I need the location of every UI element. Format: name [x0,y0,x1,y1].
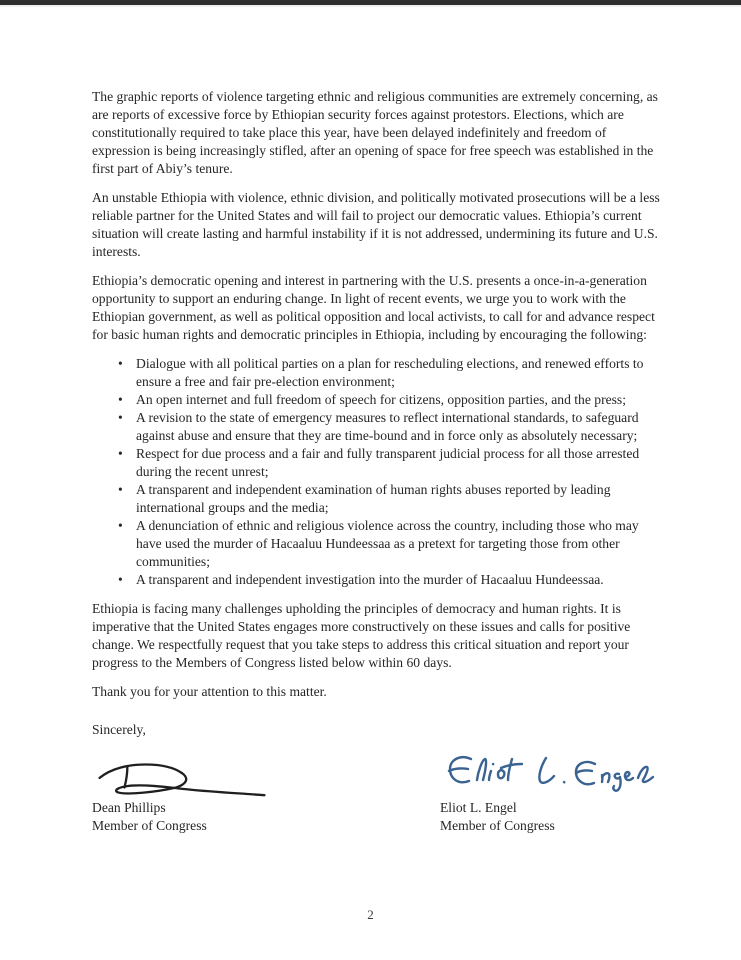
signatory-title: Member of Congress [92,818,207,833]
page-number: 2 [367,907,374,922]
thanks-line: Thank you for your attention to this matter. [92,684,327,699]
signatory-title: Member of Congress [440,818,555,833]
bullet-item: • A denunciation of ethnic and religious violence across the country, including those who may have used the murder of Hacaaluu Hundeessaa as a pretext for targeting those from other communities; [92,517,667,571]
scan-edge-bar [0,0,741,7]
signatory-name: Dean Phillips [92,800,166,815]
bullet-item: • A transparent and independent examination of human rights abuses reported by leading international groups and the media; [92,481,667,517]
signatory-dean-phillips [92,751,440,835]
paragraph: An unstable Ethiopia with violence, ethnic division, and politically motivated prosecutions will be a less reliable partner for the United States and will fail to project our democratic values. Ethiopia’s current situation will create lasting and harmful instability if it is not addressed, undermining its future and U.S. interests. [92,190,660,259]
bullet-item: • Dialogue with all political parties on a plan for rescheduling elections, and renewed efforts to ensure a free and fair pre-election environment; [92,355,667,391]
bullet-item: • A revision to the state of emergency measures to reflect international standards, to safeguard against abuse and ensure that they are time-bound and in force only as absolutely necessary; [92,409,667,445]
letter-body [92,88,667,835]
paragraph: The graphic reports of violence targeting ethnic and religious communities are extremely concerning, as are reports of excessive force by Ethiopian security forces against protestors. Elections, which are constitutionally required to take place this year, have been delayed indefinitely and freedom of expression is being increasingly stifled, after an opening of space for free speech was established in the first part of Abiy’s tenure. [92,89,658,176]
dean-phillips-signature [92,753,272,799]
eliot-engel-signature [440,745,655,801]
bullet-item: • A transparent and independent investigation into the murder of Hacaaluu Hundeessaa. [92,571,667,589]
valediction: Sincerely, [92,722,146,737]
signatory-eliot-engel [440,751,667,835]
bullet-item: • Respect for due process and a fair and fully transparent judicial process for all those arrested during the recent unrest; [92,445,667,481]
paragraph: Ethiopia is facing many challenges upholding the principles of democracy and human rights. It is imperative that the United States engages more constructively on these issues and calls for positive change. We respectfully request that you take steps to address this critical situation and report your progress to the Members of Congress listed below within 60 days. [92,601,631,670]
bullet-list [92,355,667,589]
paragraph: Ethiopia’s democratic opening and interest in partnering with the U.S. presents a once-in-a-generation opportunity to support an enduring change. In light of recent events, we urge you to work with the Ethiopian government, as well as political opposition and local activists, to call for and advance respect for basic human rights and democratic principles in Ethiopia, including by encouraging the following: [92,273,655,342]
signature-block [92,751,667,835]
bullet-item: • An open internet and full freedom of speech for citizens, opposition parties, and the press; [92,391,667,409]
signatory-name: Eliot L. Engel [440,800,517,815]
